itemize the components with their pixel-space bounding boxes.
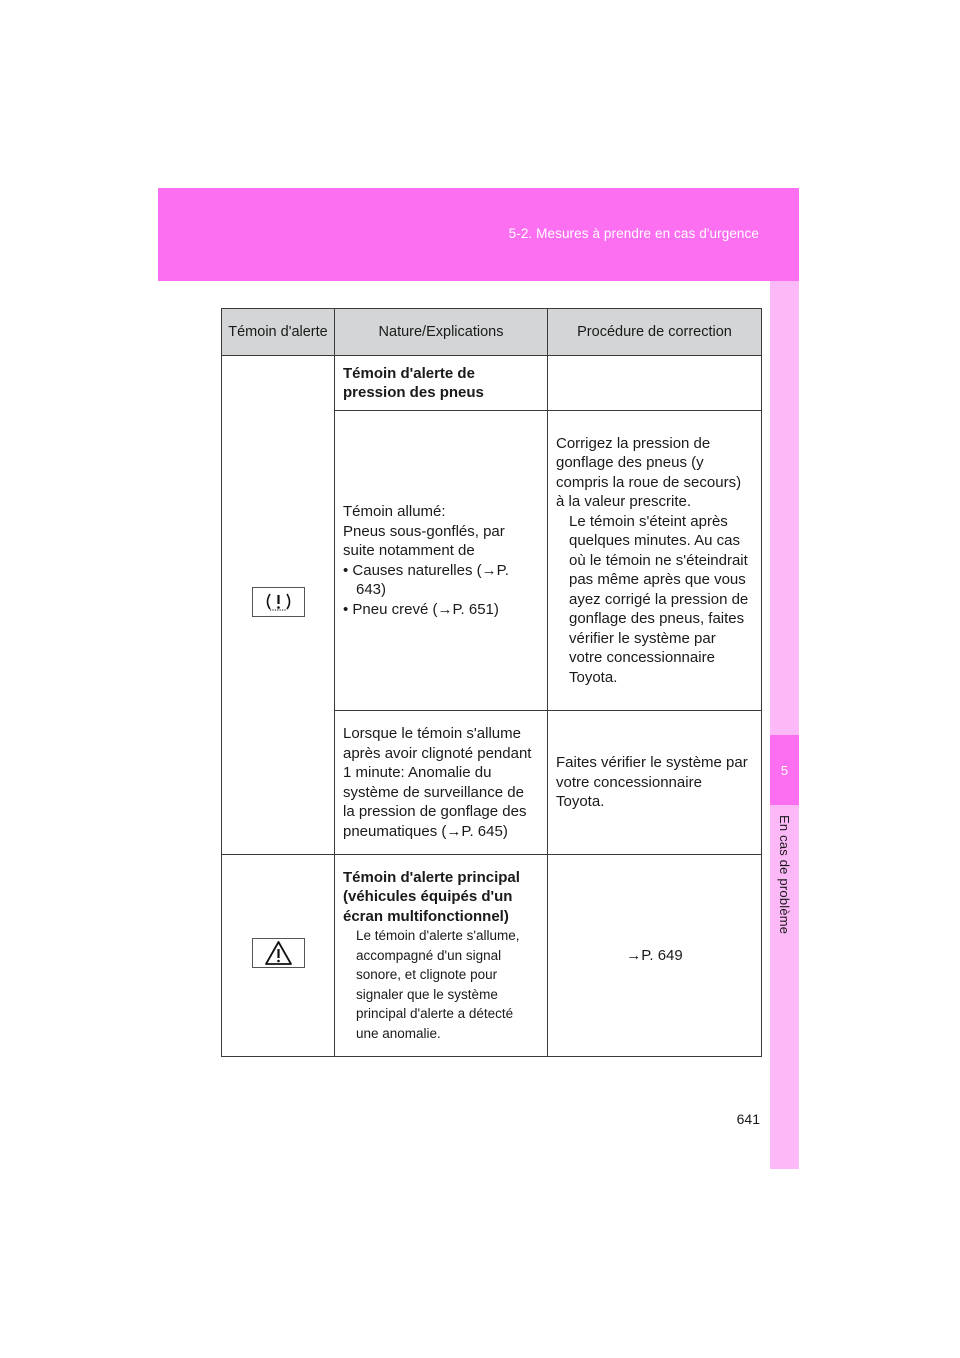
column-header-light: Témoin d'alerte <box>222 309 335 356</box>
tire-pressure-title: Témoin d'alerte de pression des pneus <box>335 356 548 411</box>
section-title: 5-2. Mesures à prendre en cas d'urgence <box>508 226 759 241</box>
chapter-side-tab <box>770 281 799 1169</box>
tire-pressure-explanation-2: Lorsque le témoin s'allume après avoir clignoté pendant 1 minute: Anomalie du système de surveillance de la pression de gonflage des pneumatiques (→P. 645) <box>335 711 548 855</box>
warning-light-table <box>221 308 762 1057</box>
chapter-number: 5 <box>770 735 799 805</box>
tire-pressure-warning-icon <box>252 587 305 617</box>
master-warning-correction: →P. 649 <box>548 855 762 1057</box>
tire-pressure-correction-2: Faites vérifier le système par votre concessionnaire Toyota. <box>548 711 762 855</box>
table-row <box>222 356 762 411</box>
chapter-label: En cas de problème <box>777 815 792 935</box>
column-header-explanation: Nature/Explications <box>335 309 548 356</box>
tire-pressure-explanation-1: Témoin allumé: Pneus sous-gonflés, par suite notamment de • Causes naturelles (→P. 643) • Pneu crevé (→P. 651) <box>335 411 548 711</box>
table-row <box>222 855 762 1057</box>
master-warning-triangle-icon <box>252 938 305 968</box>
page-number: 641 <box>736 1111 760 1127</box>
table-header-row <box>222 309 762 356</box>
master-warning-icon-cell <box>222 855 335 1057</box>
tire-pressure-icon-cell <box>222 356 335 855</box>
master-warning-explanation: Témoin d'alerte principal (véhicules équipés d'un écran multifonctionnel) Le témoin d'alerte s'allume, accompagné d'un signal sonore, et clignote pour signaler que le système principal d'alerte a détecté une anomalie. <box>335 855 548 1057</box>
header-band <box>158 188 799 281</box>
tire-pressure-correction-1: Corrigez la pression de gonflage des pneus (y compris la roue de secours) à la valeur prescrite. Le témoin s'éteint après quelques minutes. Au cas où le témoin ne s'éteindrait pas même après que vous ayez corrigé la pression de gonflage des pneus, faites vérifier le système par votre concessionnaire Toyota. <box>548 411 762 711</box>
empty-cell <box>548 356 762 411</box>
column-header-correction: Procédure de correction <box>548 309 762 356</box>
